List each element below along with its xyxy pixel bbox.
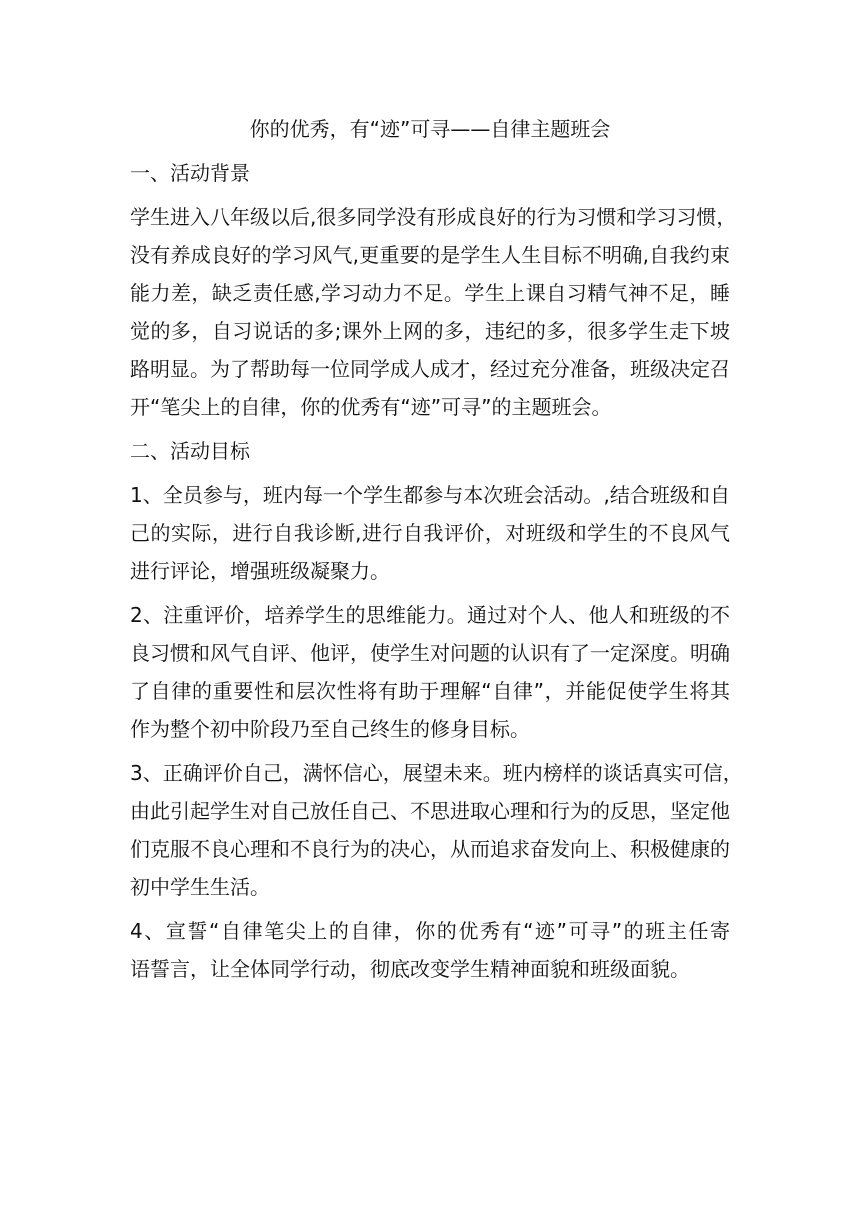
- text-line: 了自律的重要性和层次性将有助于理解“自律”，并能促使学生将其: [130, 679, 730, 703]
- text-line: 觉的多，自习说话的多;课外上网的多，违纪的多，很多学生走下坡: [130, 319, 730, 343]
- section-heading-goals: 二、活动目标: [130, 439, 250, 463]
- text-line: 由此引起学生对自己放任自己、不思进取心理和行为的反思，坚定他: [130, 799, 730, 823]
- text-line: 进行评论，增强班级凝聚力。: [130, 559, 390, 583]
- text-line: 4、宣誓“自律笔尖上的自律，你的优秀有“迹”可寻”的班主任寄: [130, 919, 730, 943]
- goal-item-4: [130, 912, 730, 988]
- text-line: 作为整个初中阶段乃至自己终生的修身目标。: [130, 717, 530, 741]
- text-line: 3、正确评价自己，满怀信心，展望未来。班内榜样的谈话真实可信，: [130, 761, 743, 785]
- text-line: 己的实际，进行自我诊断,进行自我评价，对班级和学生的不良风气: [130, 521, 730, 545]
- text-line: 开“笔尖上的自律，你的优秀有“迹”可寻”的主题班会。: [130, 395, 612, 419]
- goal-item-2: [130, 596, 730, 748]
- text-line: 能力差，缺乏责任感,学习动力不足。学生上课自习精气神不足，睡: [130, 281, 730, 305]
- document-title: 你的优秀，有“迹”可寻——自律主题班会: [249, 117, 611, 141]
- document-content: [130, 110, 743, 994]
- text-line: 语誓言，让全体同学行动，彻底改变学生精神面貌和班级面貌。: [130, 957, 690, 981]
- text-line: 没有养成良好的学习风气,更重要的是学生人生目标不明确,自我约束: [130, 243, 730, 267]
- goal-item-3: [130, 754, 743, 906]
- text-line: 良习惯和风气自评、他评，使学生对问题的认识有了一定深度。明确: [130, 641, 730, 665]
- text-line: 1、全员参与，班内每一个学生都参与本次班会活动。,结合班级和自: [130, 483, 730, 507]
- text-line: 2、注重评价，培养学生的思维能力。通过对个人、他人和班级的不: [130, 603, 730, 627]
- text-line: 路明显。为了帮助每一位同学成人成才，经过充分准备，班级决定召: [130, 357, 730, 381]
- goal-item-1: [130, 476, 730, 590]
- background-paragraph: [130, 198, 737, 426]
- text-line: 们克服不良心理和不良行为的决心，从而追求奋发向上、积极健康的: [130, 837, 730, 861]
- text-line: 学生进入八年级以后,很多同学没有形成良好的行为习惯和学习习惯，: [130, 205, 737, 229]
- section-heading-background: 一、活动背景: [130, 161, 250, 185]
- text-line: 初中学生生活。: [130, 875, 270, 899]
